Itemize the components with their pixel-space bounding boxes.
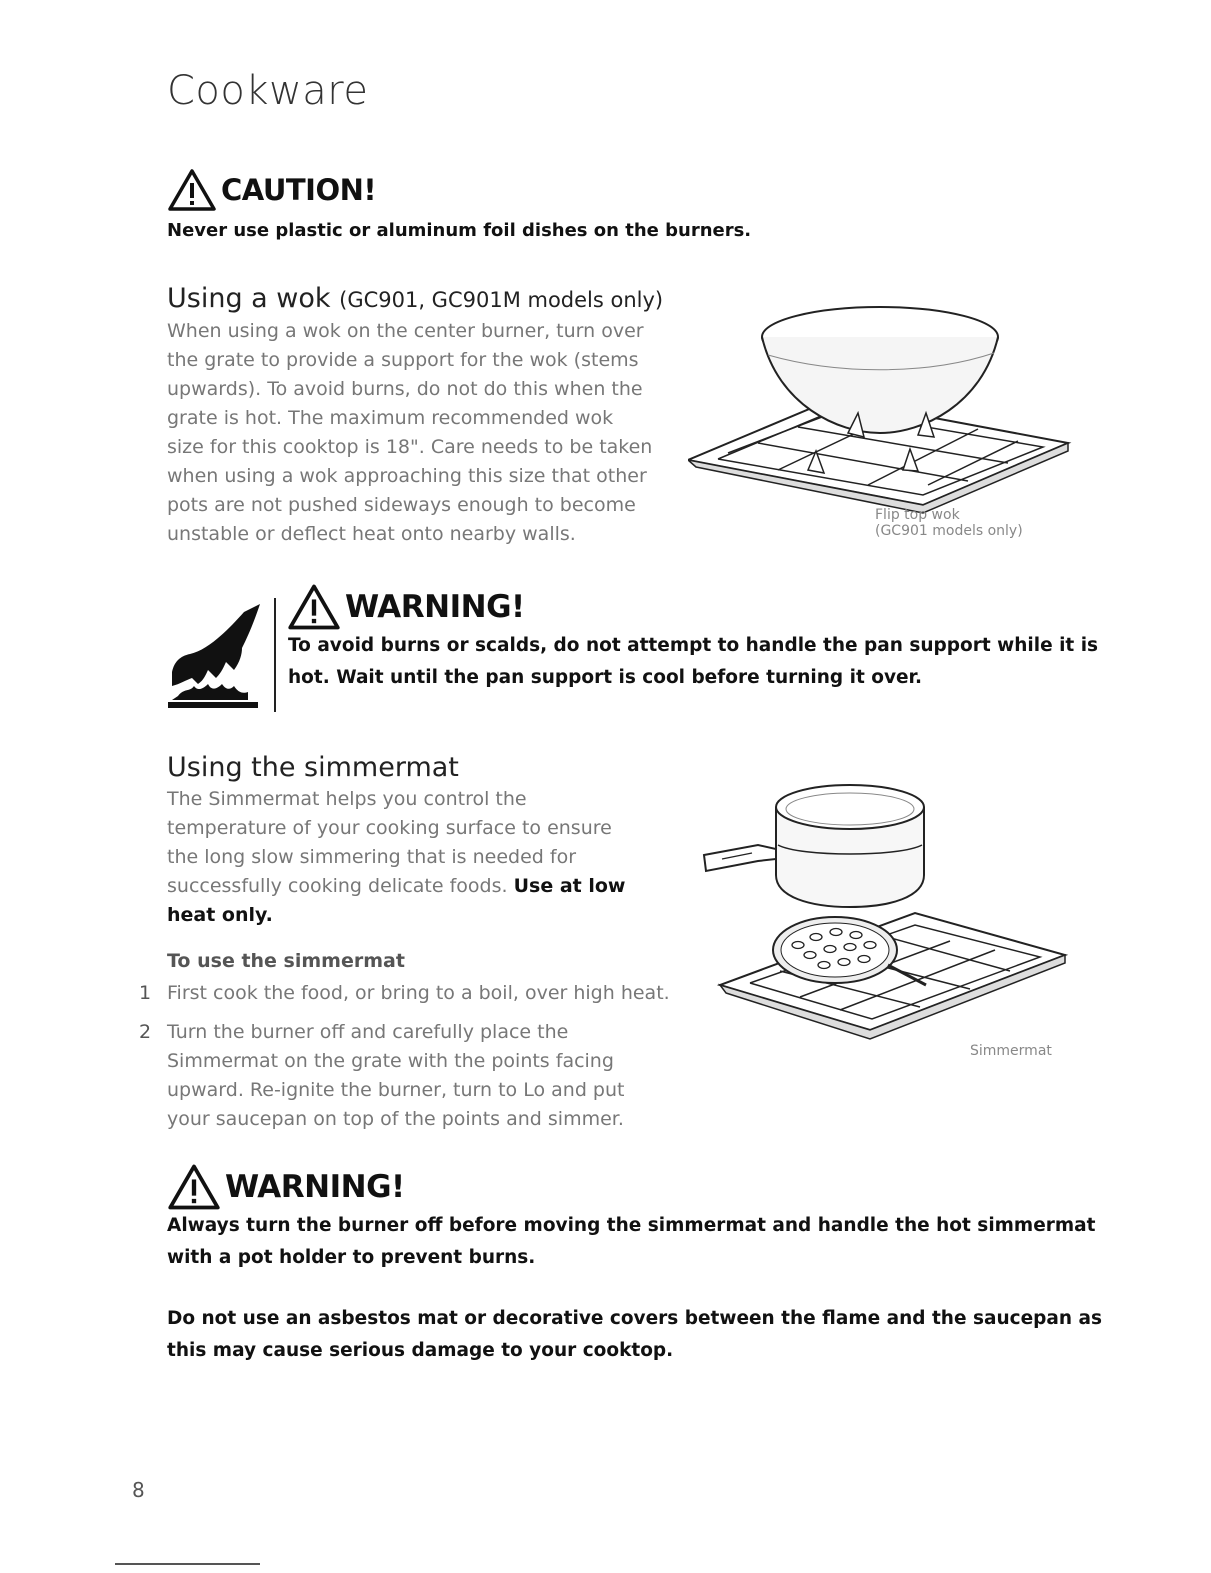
hot-surface-hand-icon: [168, 600, 266, 710]
step-text: your saucepan on top of the points and simmer.: [167, 1108, 624, 1130]
final-note: [167, 1303, 1102, 1367]
simmermat-subheading: To use the simmermat: [167, 950, 405, 972]
wok-line: size for this cooktop is 18". Care needs to be taken: [167, 436, 653, 458]
wok-caption-line: Flip top wok: [875, 507, 960, 523]
step-text: Simmermat on the grate with the points facing: [167, 1050, 614, 1072]
warning1-text: [288, 630, 1098, 694]
step-text: Turn the burner off and carefully place the: [167, 1021, 569, 1043]
warning1-header: [287, 583, 525, 631]
wok-caption-line: (GC901 models only): [875, 523, 1023, 539]
warning1-line: To avoid burns or scalds, do not attempt to handle the pan support while it is: [288, 635, 1099, 656]
wok-heading: [167, 283, 663, 314]
step-2: [139, 1018, 687, 1134]
wok-line: unstable or deflect heat onto nearby walls.: [167, 523, 576, 545]
simmermat-caption: Simmermat: [970, 1043, 1052, 1059]
wok-line: upwards). To avoid burns, do not do this when the: [167, 378, 643, 400]
caution-text: Never use plastic or aluminum foil dishes on the burners.: [167, 220, 752, 241]
caution-header: [167, 168, 376, 212]
warning-triangle-icon: [167, 168, 217, 212]
warning2-text: [167, 1210, 1096, 1274]
wok-line: grate is hot. The maximum recommended wok: [167, 407, 614, 429]
simmermat-heading: Using the simmermat: [167, 752, 459, 783]
page-number: 8: [132, 1478, 145, 1502]
warning2-label: WARNING!: [225, 1169, 405, 1205]
bottom-rule: [115, 1563, 260, 1565]
simmermat-line: [167, 901, 687, 930]
simmermat-emphasis: Use at low: [513, 875, 626, 897]
wok-heading-title: Using a wok: [167, 283, 331, 314]
simmermat-line: [167, 872, 687, 901]
wok-caption: [875, 507, 1023, 539]
step-number: 2: [139, 1021, 152, 1043]
step-text: First cook the food, or bring to a boil, over high heat.: [167, 982, 670, 1004]
simmermat-line-text: successfully cooking delicate foods.: [167, 875, 514, 897]
warning2-line: with a pot holder to prevent burns.: [167, 1247, 536, 1268]
warning1-line: hot. Wait until the pan support is cool before turning it over.: [288, 667, 923, 688]
page-title: Cookware: [167, 68, 369, 114]
final-note-line: this may cause serious damage to your cooktop.: [167, 1340, 674, 1361]
wok-line: pots are not pushed sideways enough to become: [167, 494, 636, 516]
simmermat-paragraph: [167, 785, 687, 930]
wok-line: the grate to provide a support for the wok (stems: [167, 349, 639, 371]
caution-label: CAUTION!: [221, 173, 377, 207]
simmermat-emphasis: heat only.: [167, 904, 273, 926]
step-number: 1: [139, 982, 152, 1004]
warning-divider: [274, 598, 276, 712]
warning-triangle-icon: [287, 583, 341, 631]
step-1: [139, 979, 687, 1008]
step-text: upward. Re-ignite the burner, turn to Lo and put: [167, 1079, 625, 1101]
wok-line: when using a wok approaching this size that other: [167, 465, 647, 487]
wok-paragraph: [167, 317, 667, 549]
simmermat-line: temperature of your cooking surface to ensure: [167, 817, 612, 839]
wok-line: When using a wok on the center burner, turn over: [167, 320, 644, 342]
wok-heading-note: (GC901, GC901M models only): [339, 288, 664, 312]
simmermat-line: the long slow simmering that is needed for: [167, 846, 577, 868]
warning2-line: Always turn the burner off before moving the simmermat and handle the hot simmermat: [167, 1215, 1096, 1236]
simmermat-illustration: [700, 775, 1070, 1040]
final-note-line: Do not use an asbestos mat or decorative covers between the flame and the saucepan as: [167, 1308, 1102, 1329]
warning1-label: WARNING!: [345, 589, 525, 625]
warning-triangle-icon: [167, 1163, 221, 1211]
flip-top-wok-illustration: [688, 295, 1073, 515]
warning2-header: [167, 1163, 405, 1211]
simmermat-line: The Simmermat helps you control the: [167, 788, 527, 810]
